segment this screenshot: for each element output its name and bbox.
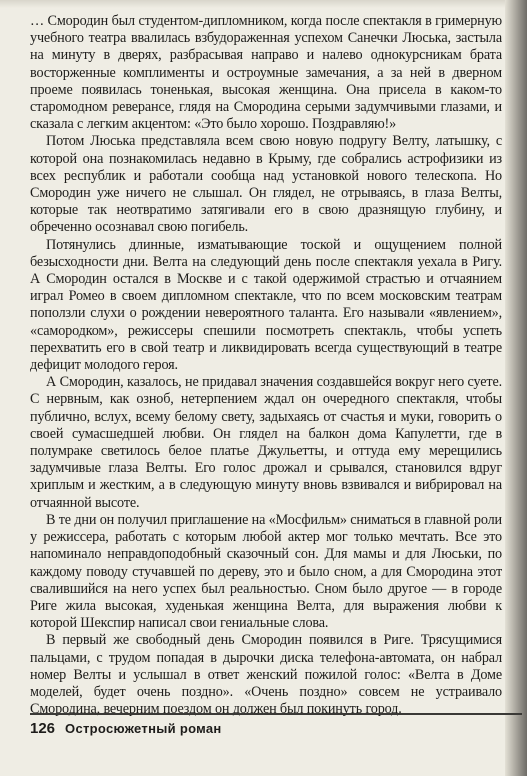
body-text <box>30 13 502 718</box>
paragraph-5: В те дни он получил приглашение на «Мосфильм» сниматься в главной роли у режиссера, работать с которым любой актер мог только мечтать. Все это напоминало неправдоподобный сказочный сон. Для мамы и для Люськи, по каждому поводу стучавшей по дереву, это и было сном, а для Смородина этот свалившийся на него успех был реальностью. Сном было другое — в городе Риге жила высокая, худенькая женщина Велта, для выражения любви к которой Шекспир написал свои гениальные слова. <box>30 511 502 632</box>
page-footer <box>30 720 222 737</box>
paragraph-1: … Смородин был студентом-дипломником, когда после спектакля в гримерную учебного театра ввалилась взбудораженная успехом Санечки Люська, застыла на минуту в дверях, разбрасывая направо и налево однокурсникам брата восторженные комплименты и остроумные замечания, а за ней в дверном проеме появилась тоненькая, высокая женщина. Она присела в каком-то старомодном реверансе, глядя на Смородина серыми задумчивыми глазами, и сказала с легким акцентом: «Это было хорошо. Поздравляю!» <box>30 13 502 133</box>
paragraph-6: В первый же свободный день Смородин появился в Риге. Трясущимися пальцами, с трудом попадая в дырочки диска телефона-автомата, он набрал номер Велты и услышал в ответ женский пожилой голос: «Велта в Доме моделей, будет очень поздно». «Очень поздно» совсем не устраивало Смородина, вечерним поездом он должен был покинуть город. <box>30 632 502 718</box>
page-top-shadow <box>0 0 527 8</box>
book-spine-edge <box>505 0 527 776</box>
paragraph-4: А Смородин, казалось, не придавал значения создавшейся вокруг него суете. С нервным, как озноб, нетерпением ждал он очередного спектакля, чтобы публично, вслух, всему белому свету, задыхаясь от счастья и муки, говорить о своей сумасшедшей любви. Он глядел на балкон дома Капулетти, где в полумраке светилось белое платье Джульетты, и оттуда ему мерещились задумчивые глаза Велты. Его голос дрожал и срывался, становился вдруг хриплым и жестким, а в следующую минуту вновь взвивался и вибрировал на отчаянной высоте. <box>30 374 502 511</box>
page-number: 126 <box>30 720 56 737</box>
paragraph-3: Потянулись длинные, изматывающие тоской и ощущением полной безысходности дни. Велта на следующий день после спектакля уехала в Ригу. А Смородин остался в Москве и с такой одержимой страстью и отчаянием играл Ромео в своем дипломном спектакле, что по всем московским театрам поползли слухи о рождении невероятного таланта. Его называли «явлением», «самородком», режиссеры спешили посмотреть спектакль, чтобы успеть перехватить его в свой театр и ликвидировать всегда существующий в театре дефицит молодого героя. <box>30 236 502 374</box>
footer-divider <box>30 713 522 715</box>
paragraph-2: Потом Люська представляла всем свою новую подругу Велту, латышку, с которой она познакомилась недавно в Крыму, где собрались астрофизики из всех республик и работали сообща над установкой нового телескопа. Но Смородин уже ничего не слышал. Он глядел, не отрываясь, в глаза Велты, которые так неотвратимо затягивали его в свою дразнящую глубину, и обреченно осознавал свою погибель. <box>30 133 502 236</box>
series-title: Остросюжетный роман <box>65 721 222 736</box>
